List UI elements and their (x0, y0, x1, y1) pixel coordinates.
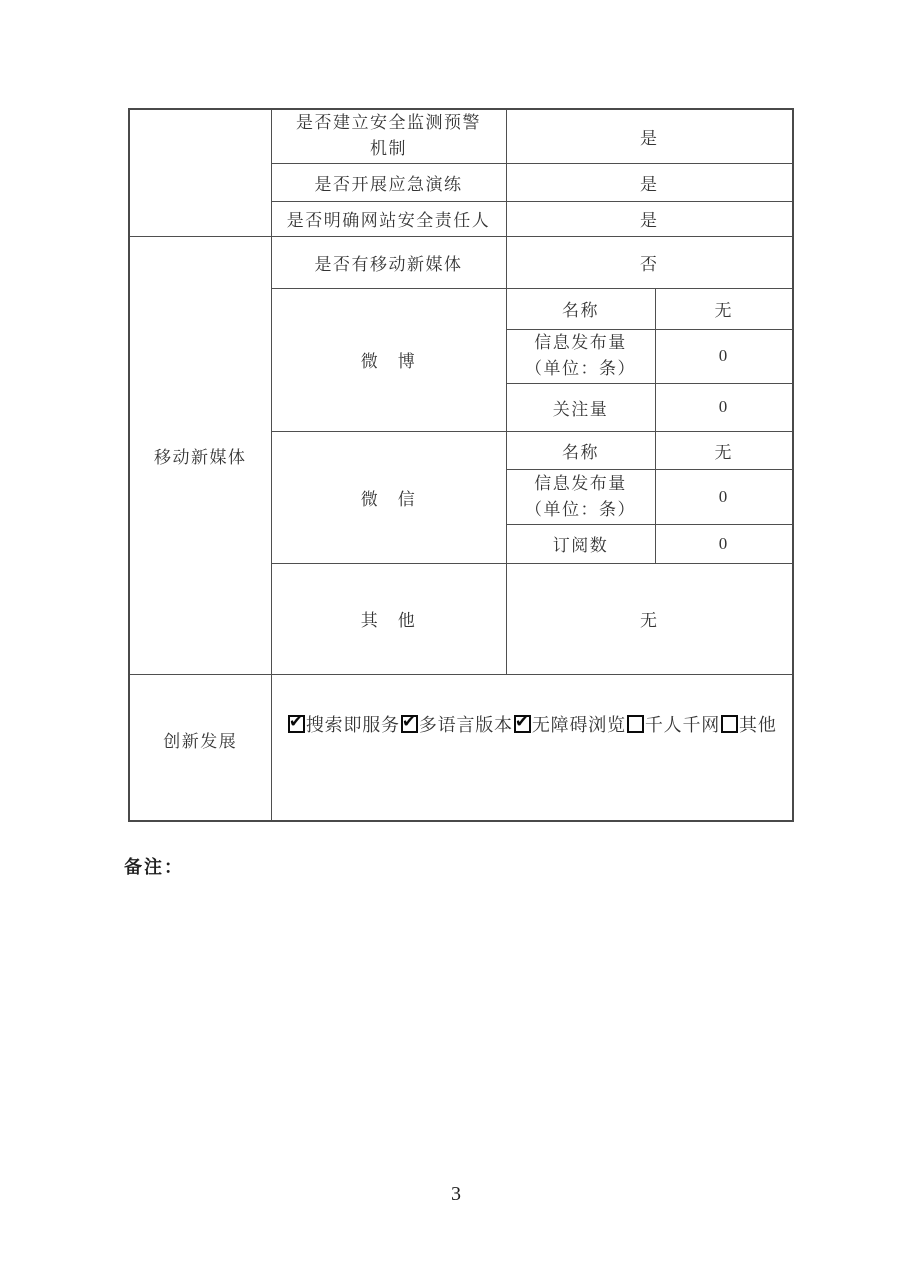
weibo-group-label: 微 博 (271, 288, 506, 431)
section-cell-empty (129, 109, 271, 236)
wechat-posts-label-line2: （单位：条） (525, 499, 636, 519)
innovation-section-label: 创新发展 (163, 731, 238, 751)
wechat-subscribers-label: 订阅数 (506, 524, 655, 563)
emergency-drill-label: 是否开展应急演练 (271, 163, 506, 201)
annual-report-table (128, 108, 794, 822)
wechat-posts-label (506, 469, 655, 524)
other-media-label: 其 他 (271, 563, 506, 674)
weibo-name-label: 名称 (506, 288, 655, 329)
innovation-options-line (272, 711, 793, 737)
remarks-label: 备注： (124, 857, 184, 877)
wechat-name-value: 无 (655, 431, 793, 469)
innovation-option-label: 其他 (739, 715, 777, 736)
innovation-option-label: 搜索即服务 (305, 715, 400, 736)
checkbox-icon-accessibility (514, 715, 531, 733)
security-warning-label-line2: 机制 (370, 139, 407, 159)
emergency-drill-value: 是 (506, 163, 793, 201)
checkbox-icon-personalized-web (627, 715, 644, 733)
page-number: 3 (451, 1183, 461, 1205)
innovation-option-label: 无障碍浏览 (531, 715, 626, 736)
checkbox-icon-search-as-service (288, 715, 305, 733)
weibo-posts-value: 0 (655, 329, 793, 383)
checkbox-icon-multilingual (401, 715, 418, 733)
security-warning-label (271, 109, 506, 163)
weibo-posts-label-line2: （单位：条） (525, 359, 636, 378)
has-mobile-media-value: 否 (506, 236, 793, 288)
wechat-name-label: 名称 (506, 431, 655, 469)
wechat-subscribers-value: 0 (655, 524, 793, 563)
innovation-options-cell (271, 674, 793, 821)
wechat-posts-label-line1: 信息发布量 (534, 473, 627, 493)
section-cell-innovation (129, 674, 271, 821)
has-mobile-media-label: 是否有移动新媒体 (271, 236, 506, 288)
weibo-name-value: 无 (655, 288, 793, 329)
security-officer-value: 是 (506, 201, 793, 236)
innovation-option-label: 多语言版本 (418, 715, 513, 736)
security-warning-value: 是 (506, 109, 793, 163)
innovation-option-label: 千人千网 (644, 715, 721, 736)
checkbox-icon-other (721, 715, 738, 733)
weibo-posts-label-line1: 信息发布量 (534, 333, 627, 352)
section-cell-mobile-media: 移动新媒体 (129, 236, 271, 674)
weibo-followers-label: 关注量 (506, 383, 655, 431)
other-media-value: 无 (506, 563, 793, 674)
weibo-followers-value: 0 (655, 383, 793, 431)
wechat-posts-value: 0 (655, 469, 793, 524)
weibo-posts-label (506, 329, 655, 383)
wechat-group-label: 微 信 (271, 431, 506, 563)
security-warning-label-line1: 是否建立安全监测预警 (296, 113, 481, 133)
security-officer-label: 是否明确网站安全责任人 (271, 201, 506, 236)
